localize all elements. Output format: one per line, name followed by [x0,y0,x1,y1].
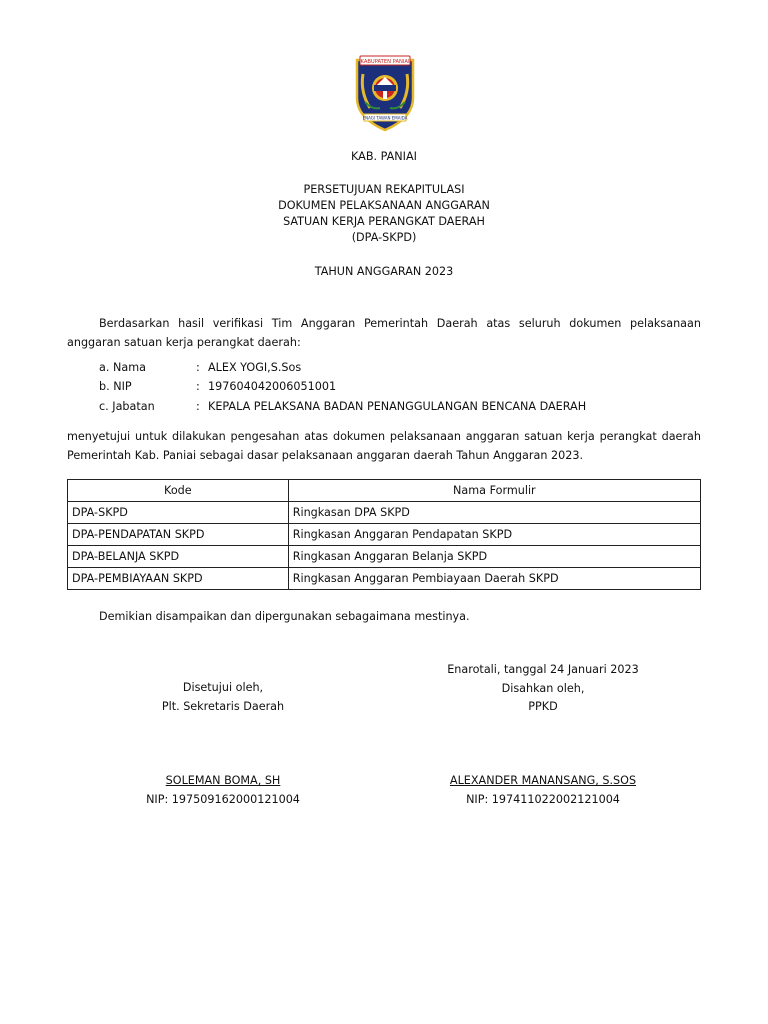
field-separator: : [196,361,200,374]
title-line-4: (DPA-SKPD) [351,231,417,244]
intro-paragraph: Berdasarkan hasil verifikasi Tim Anggaran Pemerintah Daerah atas seluruh dokumen pelaksanaan anggaran satuan kerja perangkat daerah: [67,317,701,349]
cell-kode: DPA-PEMBIAYAAN SKPD [68,568,289,590]
svg-text:ENAGI TAWAN EMAIDA: ENAGI TAWAN EMAIDA [362,115,408,121]
column-header-nama-formulir: Nama Formulir [288,480,700,502]
field-label: b. NIP [99,380,132,393]
field-value: ALEX YOGI,S.Sos [208,361,302,374]
cell-kode: DPA-BELANJA SKPD [68,546,289,568]
signer-right [400,772,686,809]
signer-nip: NIP: 197509162000121004 [146,792,300,806]
title-line-3: SATUAN KERJA PERANGKAT DAERAH [283,215,485,228]
signer-name: SOLEMAN BOMA, SH [165,774,281,787]
cell-nama-formulir: Ringkasan Anggaran Pendapatan SKPD [288,524,700,546]
region-name: KAB. PANIAI [351,150,417,163]
table-header-row [68,480,701,502]
approval-label: Disahkan oleh, [501,681,585,695]
approval-label: Disetujui oleh, [182,681,264,694]
approval-paragraph: menyetujui untuk dilakukan pengesahan atas dokumen pelaksanaan anggaran satuan kerja perangkat daerah Pemerintah Kab. Paniai sebagai dasar pelaksanaan anggaran daerah Tahun Anggaran 2023. [67,430,701,462]
table-row [68,524,701,546]
signature-block-left [100,679,346,716]
field-jabatan [99,400,699,416]
field-label: c. Jabatan [99,400,155,413]
field-nama [99,361,699,377]
signer-position: Plt. Sekretaris Daerah [161,699,285,713]
cell-nama-formulir: Ringkasan DPA SKPD [288,502,700,524]
field-nip [99,380,699,396]
signer-name: ALEXANDER MANANSANG, S.SOS [449,774,637,787]
cell-nama-formulir: Ringkasan Anggaran Belanja SKPD [288,546,700,568]
fiscal-year: TAHUN ANGGARAN 2023 [314,265,454,278]
field-separator: : [196,380,200,393]
signer-nip: NIP: 197411022002121004 [466,792,620,806]
form-table [67,479,701,590]
svg-text:KABUPATEN PANIAI: KABUPATEN PANIAI [360,59,410,65]
field-value: 197604042006051001 [208,380,337,393]
kabupaten-paniai-logo [352,52,418,132]
field-value: KEPALA PELAKSANA BADAN PENANGGULANGAN BENCANA DAERAH [208,400,587,413]
signature-block-right [400,661,686,717]
table-row [68,546,701,568]
closing-sentence: Demikian disampaikan dan dipergunakan sebagaimana mestinya. [99,610,470,623]
table-row [68,502,701,524]
field-separator: : [196,400,200,413]
title-line-1: PERSETUJUAN REKAPITULASI [303,183,465,196]
table-row [68,568,701,590]
title-line-2: DOKUMEN PELAKSANAAN ANGGARAN [278,199,490,212]
place-date: Enarotali, tanggal 24 Januari 2023 [447,663,639,676]
signer-position: PPKD [528,700,558,713]
column-header-kode: Kode [68,480,289,502]
signer-left [100,772,346,809]
cell-nama-formulir: Ringkasan Anggaran Pembiayaan Daerah SKPD [288,568,700,590]
cell-kode: DPA-SKPD [68,502,289,524]
cell-kode: DPA-PENDAPATAN SKPD [68,524,289,546]
field-label: a. Nama [99,361,146,374]
